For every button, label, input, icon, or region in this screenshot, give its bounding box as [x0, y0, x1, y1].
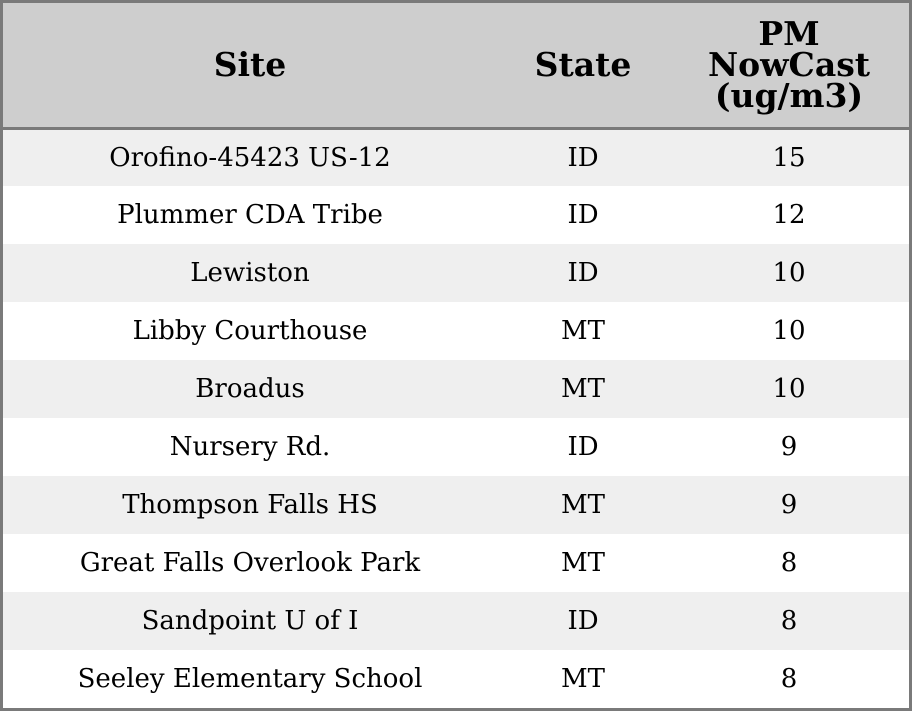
pm-value-cell: 8	[780, 664, 798, 694]
pm-header-line-2: NowCast	[707, 45, 871, 85]
site-cell: Orofino-45423 US-12	[109, 142, 391, 173]
pm-value-cell: 10	[772, 258, 806, 288]
pm-value-cell: 9	[780, 490, 798, 520]
state-cell: MT	[561, 548, 605, 578]
pm-value-cell: 8	[780, 606, 798, 636]
table-row	[3, 128, 909, 186]
site-cell: Sandpoint U of I	[141, 606, 359, 636]
header-row	[3, 3, 909, 128]
state-cell: ID	[567, 432, 599, 462]
table-row	[3, 186, 909, 244]
table-row	[3, 360, 909, 418]
site-cell: Nursery Rd.	[169, 432, 331, 462]
state-cell: ID	[567, 606, 599, 636]
pm-value-cell: 15	[772, 142, 806, 173]
state-cell: MT	[561, 374, 605, 404]
state-column-header: State	[497, 3, 669, 128]
state-cell: ID	[567, 142, 599, 173]
site-cell: Seeley Elementary School	[77, 664, 423, 694]
table-row	[3, 476, 909, 534]
pm-value-cell: 10	[772, 316, 806, 346]
pm-nowcast-table	[3, 3, 909, 708]
table-row	[3, 302, 909, 360]
site-cell: Plummer CDA Tribe	[117, 200, 383, 230]
state-cell: ID	[567, 258, 599, 288]
site-cell: Thompson Falls HS	[122, 490, 378, 520]
site-cell: Broadus	[195, 374, 305, 404]
pm-value-cell: 10	[772, 374, 806, 404]
pm-value-cell: 9	[780, 432, 798, 462]
state-cell: MT	[561, 664, 605, 694]
table-row	[3, 650, 909, 708]
pm-header-line-3: (ug/m3)	[714, 76, 864, 116]
site-cell: Libby Courthouse	[132, 316, 368, 346]
state-cell: MT	[561, 490, 605, 520]
pm-header-line-1: PM	[758, 14, 820, 54]
state-cell: MT	[561, 316, 605, 346]
table-row	[3, 244, 909, 302]
table-row	[3, 592, 909, 650]
table-body	[3, 128, 909, 708]
pm-value-cell: 12	[772, 200, 806, 230]
state-cell: ID	[567, 200, 599, 230]
pm-value-cell: 8	[780, 548, 798, 578]
table-row	[3, 418, 909, 476]
table-row	[3, 534, 909, 592]
site-cell: Lewiston	[190, 258, 310, 288]
pm-nowcast-column-header	[669, 3, 909, 128]
site-column-header: Site	[3, 3, 497, 128]
site-cell: Great Falls Overlook Park	[79, 548, 421, 578]
table-header	[3, 3, 909, 128]
